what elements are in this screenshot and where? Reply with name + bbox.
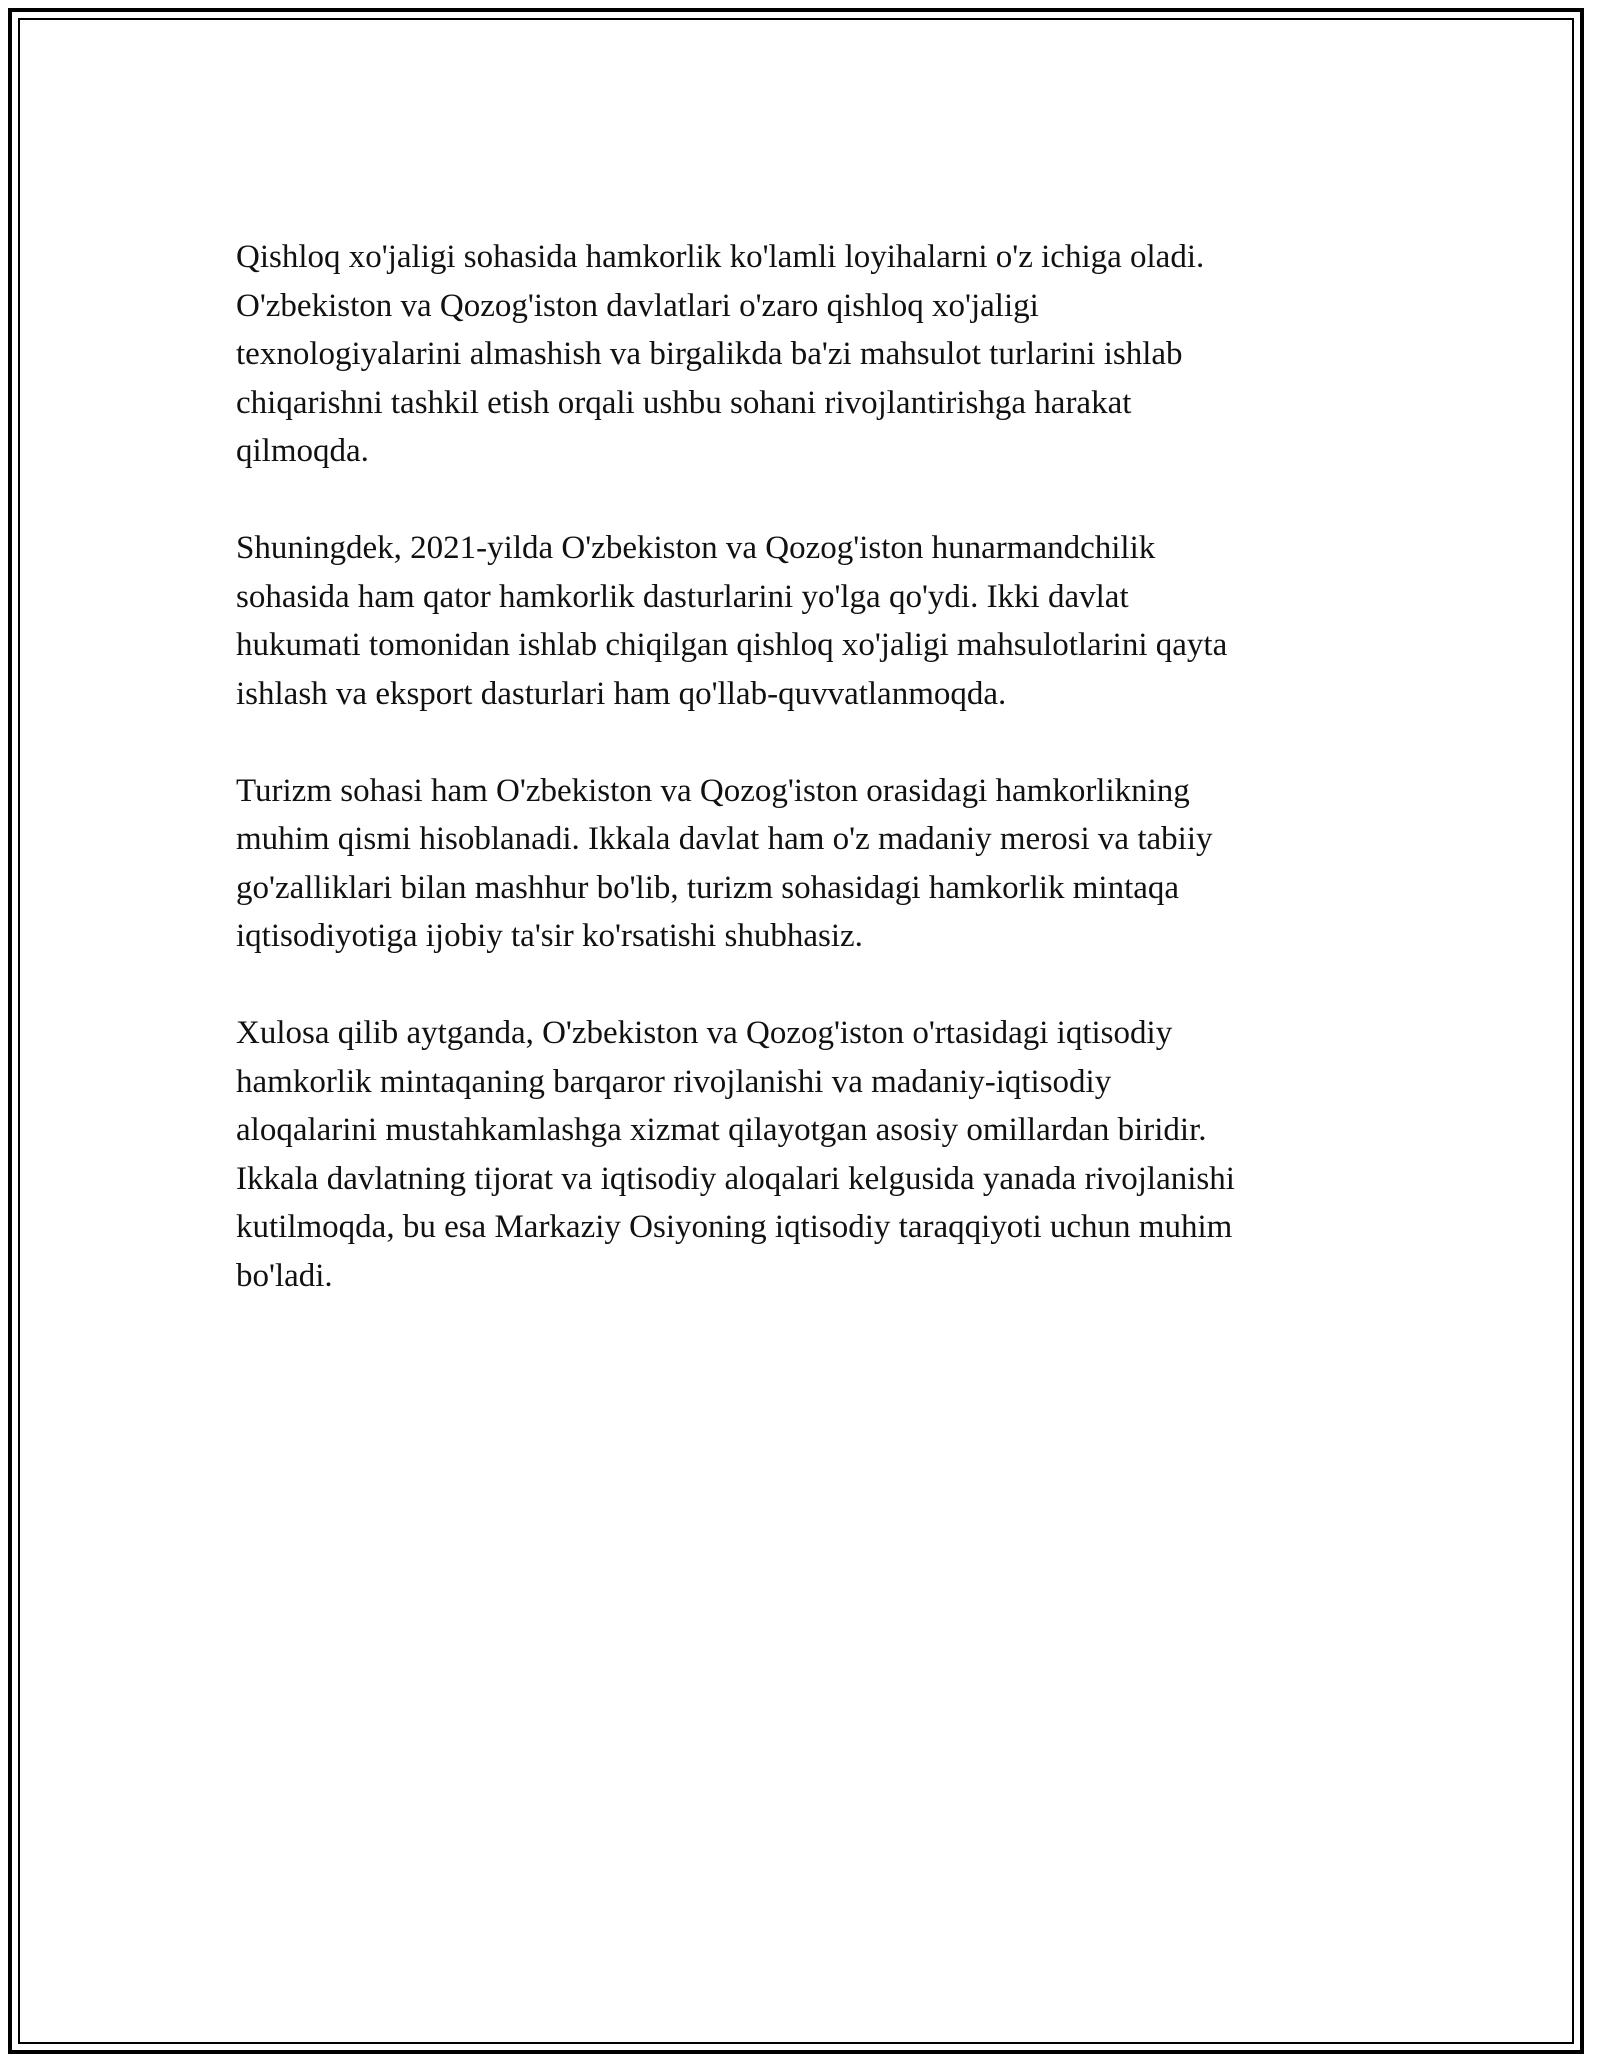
paragraph-tourism: [236, 767, 1366, 961]
text-line: go'zalliklari bilan mashhur bo'lib, turizm sohasidagi hamkorlik mintaqa: [236, 869, 1180, 906]
text-line: kutilmoqda, bu esa Markaziy Osiyoning iqtisodiy taraqqiyoti uchun muhim: [236, 1209, 1233, 1245]
text-line: texnologiyalarini almashish va birgalikda ba'zi mahsulot turlarini ishlab: [236, 336, 1183, 372]
text-line: bo'ladi.: [236, 1257, 333, 1294]
text-line: chiqarishni tashkil etish orqali ushbu sohani rivojlantirishga harakat: [236, 384, 1132, 421]
text-line: hamkorlik mintaqaning barqaror rivojlanishi va madaniy-iqtisodiy: [236, 1063, 1112, 1100]
text-line: Ikkala davlatning tijorat va iqtisodiy aloqalari kelgusida yanada rivojlanishi: [236, 1160, 1235, 1197]
text-line: Turizm sohasi ham O'zbekiston va Qozog'iston orasidagi hamkorlikning: [236, 772, 1190, 809]
text-line: O'zbekiston va Qozog'iston davlatlari o'zaro qishloq xo'jaligi: [236, 287, 1039, 324]
text-line: aloqalarini mustahkamlashga xizmat qilayotgan asosiy omillardan biridir.: [236, 1112, 1207, 1148]
text-line: muhim qismi hisoblanadi. Ikkala davlat ham o'z madaniy merosi va tabiiy: [236, 821, 1213, 857]
paragraph-crafts: [236, 524, 1366, 718]
text-line: qilmoqda.: [236, 433, 369, 469]
text-line: Xulosa qilib aytganda, O'zbekiston va Qozog'iston o'rtasidagi iqtisodiy: [236, 1015, 1173, 1051]
text-line: Qishloq xo'jaligi sohasida hamkorlik ko'lamli loyihalarni o'z ichiga oladi.: [236, 239, 1205, 275]
paragraph-agriculture: [236, 233, 1366, 476]
text-line: iqtisodiyotiga ijobiy ta'sir ko'rsatishi shubhasiz.: [236, 918, 863, 954]
paragraph-conclusion: [236, 1009, 1366, 1300]
text-line: sohasida ham qator hamkorlik dasturlarini yo'lga qo'ydi. Ikki davlat: [236, 578, 1129, 615]
text-line: Shuningdek, 2021-yilda O'zbekiston va Qozog'iston hunarmandchilik: [236, 530, 1156, 566]
text-line: hukumati tomonidan ishlab chiqilgan qishloq xo'jaligi mahsulotlarini qayta: [236, 627, 1228, 663]
text-line: ishlash va eksport dasturlari ham qo'llab-quvvatlanmoqda.: [236, 675, 1007, 712]
document-body: [236, 233, 1366, 1349]
